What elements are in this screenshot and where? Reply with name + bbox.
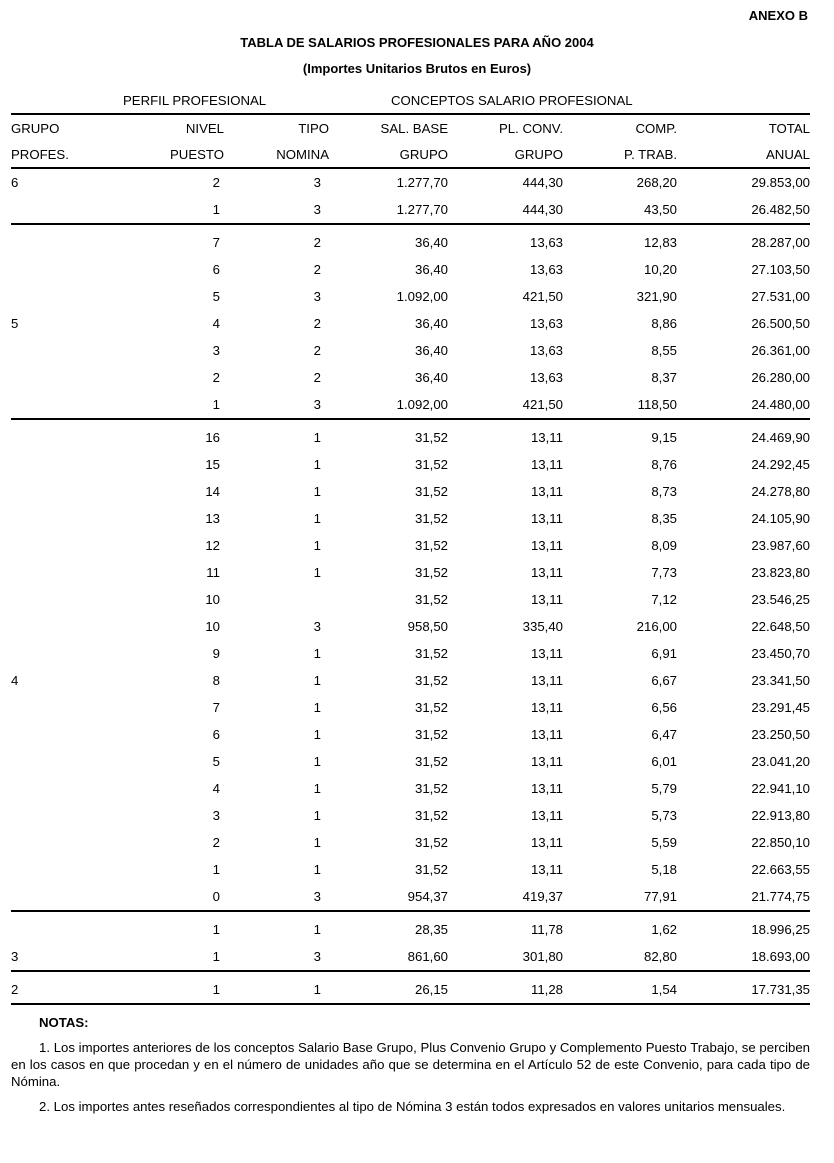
total-cell: 24.469,90 [677,419,810,451]
total-cell: 23.291,45 [751,700,810,715]
tipo-cell [236,586,333,613]
pl-conv-cell: 13,63 [529,262,563,277]
salary-table [11,90,810,1005]
total-cell: 23.987,60 [751,538,810,553]
table-row [11,883,810,911]
col-header-puesto: PUESTO [170,146,224,162]
sal-base-cell: 31,52 [414,700,448,715]
col-header-nivel: NIVEL [185,120,224,136]
grupo-cell [11,451,115,478]
nivel-cell: 12 [205,538,220,553]
comp-cell: 82,80 [643,949,677,964]
table-row [11,391,810,419]
comp-cell: 1,54 [563,971,677,1004]
nivel-cell: 6 [212,727,220,742]
pl-conv-cell: 13,63 [529,370,563,385]
tipo-cell: 1 [313,835,321,850]
tipo-cell: 3 [313,202,321,217]
tipo-cell: 1 [236,911,333,943]
tipo-cell: 1 [313,862,321,877]
col-header-grupo: GRUPO [11,120,60,136]
table-row [11,856,810,883]
total-cell: 26.361,00 [751,343,810,358]
table-row [11,613,810,640]
comp-cell: 8,09 [651,538,677,553]
tipo-cell: 3 [313,889,321,904]
comp-cell: 216,00 [636,619,677,634]
grupo-cell: 6 [11,168,115,196]
grupo-cell: 5 [11,316,19,331]
col-header-anual: ANUAL [766,146,810,162]
tipo-cell: 2 [236,224,333,256]
grupo-cell: 2 [11,971,115,1004]
tipo-cell: 1 [313,538,321,553]
table-row [11,943,810,971]
grupo-cell [11,224,115,256]
grupo-cell [11,559,115,586]
nivel-cell: 3 [212,808,220,823]
grupo-cell [11,196,115,224]
nivel-cell: 7 [115,224,236,256]
note-2: 2. Los importes antes reseñados correspondientes al tipo de Nómina 3 están todos expresados en valores unitarios mensuales. [39,1099,786,1114]
annex-label: ANEXO B [748,8,808,23]
nivel-cell: 1 [212,862,220,877]
table-row [11,640,810,667]
pl-conv-cell: 11,28 [448,971,563,1004]
note-1: 1. Los importes anteriores de los conceptos Salario Base Grupo, Plus Convenio Grupo y Complemento Puesto Trabajo, se perciben en los casos en que procedan y en el número de unidades año que se determina en el Artículo 52 de este Convenio, para cada tipo de Nómina. [11,1040,810,1089]
sal-base-cell: 31,52 [414,835,448,850]
pl-conv-cell: 13,11 [530,754,563,769]
sal-base-cell: 26,15 [333,971,448,1004]
col-header-sal-base: SAL. BASE [380,120,448,136]
pl-conv-cell: 13,63 [529,316,563,331]
table-row [11,224,810,256]
col-header-grupo-sal: GRUPO [399,146,448,162]
total-cell: 23.450,70 [751,646,810,661]
pl-conv-cell: 421,50 [522,397,563,412]
total-cell: 22.663,55 [751,862,810,877]
nivel-cell: 0 [212,889,220,904]
table-row [11,310,810,337]
tipo-cell: 2 [313,316,321,331]
pl-conv-cell: 13,11 [530,538,563,553]
comp-cell: 12,83 [563,224,677,256]
col-header-p-trab: P. TRAB. [623,146,677,162]
total-cell: 23.341,50 [751,673,810,688]
comp-cell: 6,47 [651,727,677,742]
pl-conv-cell: 419,37 [522,889,563,904]
pl-conv-cell: 444,30 [448,168,563,196]
pl-conv-cell: 301,80 [522,949,563,964]
nivel-cell: 6 [212,262,220,277]
comp-cell: 6,56 [651,700,677,715]
grupo-cell [11,391,115,419]
table-row [11,478,810,505]
table-row [11,721,810,748]
nivel-cell: 5 [212,754,220,769]
total-cell: 24.278,80 [751,484,810,499]
pl-conv-cell: 13,11 [530,511,563,526]
grupo-cell [11,419,115,451]
pl-conv-cell: 11,78 [448,911,563,943]
sal-base-cell: 31,52 [414,673,448,688]
grupo-cell [11,775,115,802]
nivel-cell: 4 [212,781,220,796]
tipo-cell: 2 [313,370,321,385]
sal-base-cell: 36,40 [414,316,448,331]
total-cell: 26.482,50 [751,202,810,217]
sal-base-cell: 31,52 [414,592,448,607]
tipo-cell: 1 [313,646,321,661]
table-row [11,256,810,283]
tipo-cell: 1 [236,971,333,1004]
pl-conv-cell: 13,11 [530,835,563,850]
grupo-cell: 4 [11,673,19,688]
total-cell: 23.250,50 [751,727,810,742]
sal-base-cell: 36,40 [414,343,448,358]
pl-conv-cell: 13,11 [530,781,563,796]
column-header-row-2 [11,141,810,168]
nivel-cell: 1 [212,949,220,964]
nivel-cell: 10 [205,592,220,607]
grupo-cell [11,748,115,775]
section-perfil: PERFIL PROFESIONAL [11,90,333,114]
pl-conv-cell: 13,11 [530,457,563,472]
tipo-cell: 1 [313,484,321,499]
table-row [11,364,810,391]
comp-cell: 10,20 [643,262,677,277]
nivel-cell: 7 [212,700,220,715]
tipo-cell: 1 [313,781,321,796]
comp-cell: 6,01 [651,754,677,769]
comp-cell: 5,18 [651,862,677,877]
tipo-cell: 1 [313,673,321,688]
comp-cell: 5,59 [651,835,677,850]
total-cell: 22.941,10 [751,781,810,796]
sal-base-cell: 36,40 [414,370,448,385]
pl-conv-cell: 13,11 [530,727,563,742]
tipo-cell: 1 [313,808,321,823]
nivel-cell: 4 [212,316,220,331]
tipo-cell: 1 [313,457,321,472]
comp-cell: 321,90 [636,289,677,304]
col-header-tipo: TIPO [298,120,329,136]
notes-label: NOTAS: [39,1015,89,1030]
sal-base-cell: 31,52 [333,419,448,451]
tipo-cell: 1 [236,419,333,451]
sal-base-cell: 28,35 [333,911,448,943]
grupo-cell [11,613,115,640]
sal-base-cell: 31,52 [414,457,448,472]
nivel-cell: 1 [115,971,236,1004]
pl-conv-cell: 13,63 [448,224,563,256]
total-cell: 24.480,00 [751,397,810,412]
table-row [11,694,810,721]
pl-conv-cell: 421,50 [522,289,563,304]
comp-cell: 77,91 [643,889,677,904]
table-row [11,283,810,310]
page-subtitle: (Importes Unitarios Brutos en Euros) [302,61,532,76]
sal-base-cell: 31,52 [414,484,448,499]
sal-base-cell: 954,37 [407,889,448,904]
table-row [11,168,810,196]
comp-cell: 6,91 [651,646,677,661]
nivel-cell: 8 [212,673,220,688]
nivel-cell: 9 [212,646,220,661]
grupo-cell [11,532,115,559]
nivel-cell: 5 [212,289,220,304]
sal-base-cell: 31,52 [414,511,448,526]
sal-base-cell: 1.092,00 [396,289,448,304]
comp-cell: 5,79 [651,781,677,796]
comp-cell: 268,20 [563,168,677,196]
tipo-cell: 1 [313,700,321,715]
sal-base-cell: 1.092,00 [396,397,448,412]
pl-conv-cell: 13,11 [530,565,563,580]
pl-conv-cell: 13,11 [530,700,563,715]
comp-cell: 43,50 [643,202,677,217]
sal-base-cell: 31,52 [414,538,448,553]
pl-conv-cell: 13,11 [530,808,563,823]
pl-conv-cell: 13,11 [530,592,563,607]
total-cell: 22.850,10 [751,835,810,850]
nivel-cell: 14 [205,484,220,499]
tipo-cell: 1 [313,565,321,580]
table-row [11,196,810,224]
total-cell: 26.280,00 [751,370,810,385]
nivel-cell: 1 [212,397,220,412]
comp-cell: 8,73 [651,484,677,499]
grupo-cell [11,883,115,911]
total-cell: 24.292,45 [751,457,810,472]
col-header-total: TOTAL [768,120,810,136]
comp-cell: 6,67 [651,673,677,688]
grupo-cell [11,856,115,883]
sal-base-cell: 1.277,70 [333,168,448,196]
grupo-cell [11,829,115,856]
tipo-cell: 1 [313,727,321,742]
table-row [11,532,810,559]
tipo-cell: 1 [313,754,321,769]
tipo-cell: 3 [236,168,333,196]
col-header-comp: COMP. [635,120,677,136]
total-cell: 26.500,50 [751,316,810,331]
table-row [11,337,810,364]
comp-cell: 8,35 [651,511,677,526]
grupo-cell [11,337,115,364]
sal-base-cell: 31,52 [414,754,448,769]
comp-cell: 8,37 [651,370,677,385]
table-row [11,911,810,943]
page-title: TABLA DE SALARIOS PROFESIONALES PARA AÑO 2004 [240,35,594,50]
col-header-profes: PROFES. [11,146,69,162]
sal-base-cell: 31,52 [414,646,448,661]
grupo-cell [11,721,115,748]
total-cell: 23.823,80 [751,565,810,580]
nivel-cell: 11 [206,565,220,580]
total-cell: 18.996,25 [677,911,810,943]
col-header-pl-conv: PL. CONV. [498,120,563,136]
nivel-cell: 2 [212,835,220,850]
sal-base-cell: 36,40 [333,224,448,256]
comp-cell: 8,55 [651,343,677,358]
pl-conv-cell: 13,11 [530,673,563,688]
nivel-cell: 2 [212,370,220,385]
pl-conv-cell: 13,11 [448,419,563,451]
table-row [11,748,810,775]
nivel-cell: 2 [115,168,236,196]
grupo-cell [11,802,115,829]
sal-base-cell: 958,50 [407,619,448,634]
nivel-cell: 13 [205,511,220,526]
tipo-cell: 3 [313,619,321,634]
pl-conv-cell: 13,63 [529,343,563,358]
sal-base-cell: 31,52 [414,808,448,823]
total-cell: 18.693,00 [751,949,810,964]
grupo-cell [11,505,115,532]
comp-cell: 118,50 [637,397,677,412]
total-cell: 22.913,80 [751,808,810,823]
nivel-cell: 10 [205,619,220,634]
table-row [11,775,810,802]
sal-base-cell: 31,52 [414,727,448,742]
table-row [11,829,810,856]
total-cell: 27.531,00 [751,289,810,304]
grupo-cell [11,694,115,721]
total-cell: 24.105,90 [751,511,810,526]
column-header-row-1 [11,114,810,141]
comp-cell: 7,73 [651,565,677,580]
comp-cell: 5,73 [651,808,677,823]
comp-cell: 8,76 [651,457,677,472]
tipo-cell: 3 [313,289,321,304]
section-conceptos: CONCEPTOS SALARIO PROFESIONAL [333,90,810,114]
sal-base-cell: 31,52 [414,862,448,877]
grupo-cell [11,478,115,505]
tipo-cell: 2 [313,262,321,277]
grupo-cell [11,586,115,613]
total-cell: 23.041,20 [751,754,810,769]
pl-conv-cell: 444,30 [522,202,563,217]
sal-base-cell: 1.277,70 [396,202,448,217]
table-row [11,419,810,451]
section-header-row [11,90,810,114]
total-cell: 22.648,50 [751,619,810,634]
table-row [11,505,810,532]
pl-conv-cell: 13,11 [530,484,563,499]
tipo-cell: 2 [313,343,321,358]
table-row [11,559,810,586]
tipo-cell: 1 [313,511,321,526]
comp-cell: 8,86 [651,316,677,331]
col-header-grupo-plc: GRUPO [514,146,563,162]
sal-base-cell: 36,40 [414,262,448,277]
table-row [11,971,810,1004]
comp-cell: 9,15 [563,419,677,451]
nivel-cell: 3 [212,343,220,358]
grupo-cell [11,283,115,310]
sal-base-cell: 31,52 [414,565,448,580]
total-cell: 21.774,75 [751,889,810,904]
total-cell: 23.546,25 [751,592,810,607]
grupo-cell [11,364,115,391]
pl-conv-cell: 13,11 [530,862,563,877]
total-cell: 17.731,35 [677,971,810,1004]
grupo-cell: 3 [11,949,19,964]
grupo-cell [11,256,115,283]
comp-cell: 1,62 [563,911,677,943]
table-row [11,586,810,613]
total-cell: 29.853,00 [677,168,810,196]
table-row [11,667,810,694]
table-row [11,802,810,829]
total-cell: 27.103,50 [751,262,810,277]
nivel-cell: 1 [115,911,236,943]
table-row [11,451,810,478]
nivel-cell: 1 [212,202,220,217]
tipo-cell: 3 [313,397,321,412]
nivel-cell: 16 [115,419,236,451]
total-cell: 28.287,00 [677,224,810,256]
sal-base-cell: 861,60 [407,949,448,964]
grupo-cell [11,640,115,667]
nivel-cell: 15 [205,457,220,472]
notes-section [11,1014,810,1123]
pl-conv-cell: 335,40 [522,619,563,634]
tipo-cell: 3 [313,949,321,964]
sal-base-cell: 31,52 [414,781,448,796]
grupo-cell [11,911,115,943]
col-header-nomina: NOMINA [276,146,329,162]
comp-cell: 7,12 [651,592,677,607]
pl-conv-cell: 13,11 [530,646,563,661]
